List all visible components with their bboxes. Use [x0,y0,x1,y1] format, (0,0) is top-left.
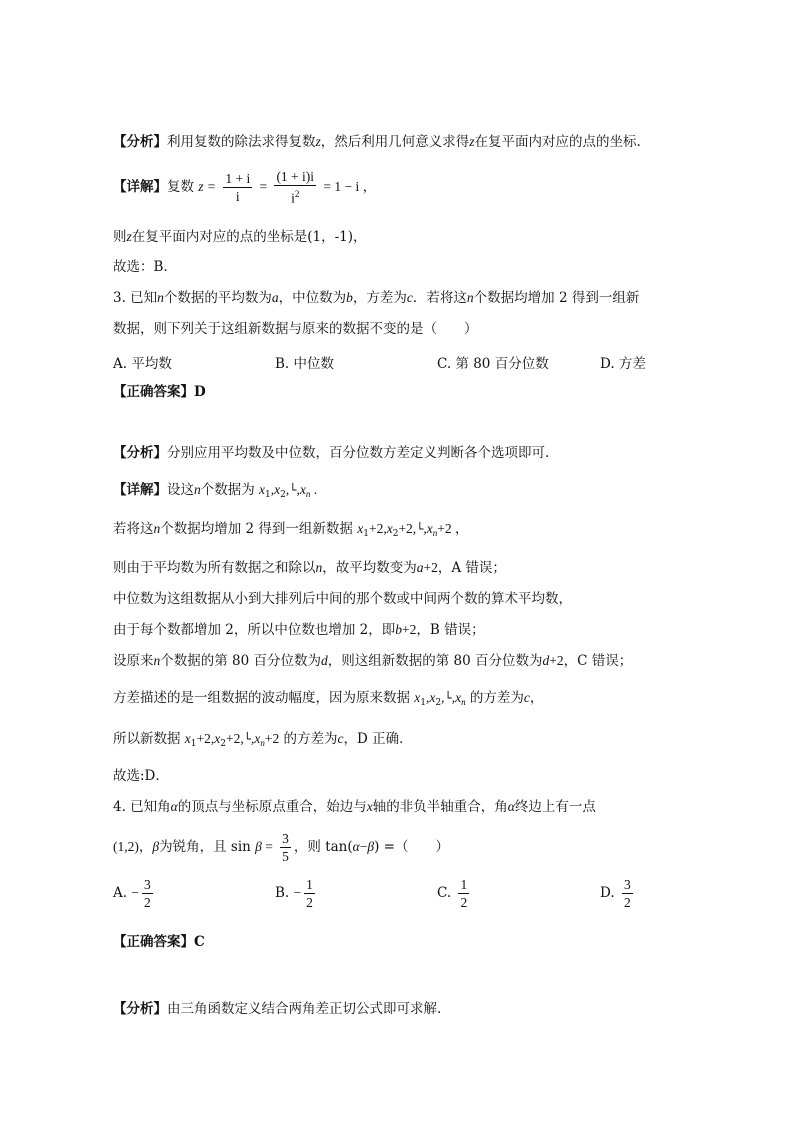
q3-option-b: B. 中位数 [275,356,335,372]
q3-option-d: D. 方差 [600,356,646,372]
q4-correct-answer: 【正确答案】C [113,934,205,950]
q3-shift-line: 若将这n个数据均增加 2 得到一组新数据 $x_1+2,x_2+2,└,x_n+2$ ， [113,521,469,539]
q4-option-b: B. − $\frac{1}{2}$ [275,877,313,910]
q2-fraction-1: $\frac{1 + i}{i}$ [225,170,251,204]
q3-analysis: 【分析】分别应用平均数及中位数，百分位数方差定义判断各个选项即可. [113,445,550,461]
q3-option-a: A. 平均数 [113,356,172,372]
q3-stem-line1: 3. 已知n个数据的平均数为a，中位数为b，方差为c．若将这n个数据均增加 2 得到一组新 [113,290,640,306]
q3-correct-answer: 【正确答案】D [113,384,206,400]
q2-analysis-label: 【分析】 [113,134,167,150]
q2-detail-label: 【详解】 [113,178,167,195]
q3-percentile-line: 设原来n个数据的第 80 百分位数为d，则这组新数据的第 80 百分位数为d+2，C 错误； [113,653,633,669]
q4-option-a: A. − $\frac{3}{2}$ [113,877,151,910]
q3-median-line1: 中位数为这组数据从小到大排列后中间的那个数或中间两个数的算术平均数， [113,591,572,607]
q2-point-line: 则z在复平面内对应的点的坐标是(1，-1)， [113,229,367,245]
q3-stem-line2: 数据，则下列关于这组新数据与原来的数据不变的是（ ） [113,321,478,337]
q3-median-line2: 由于每个数都增加 2，所以中位数也增加 2，即b+2，B 错误； [113,622,485,638]
q2-detail: 【详解】复数 z = $\frac{1 + i}{i}$ = $\frac{(1 + i)i}{i^2}$ = 1 − i ， [113,169,377,206]
q3-option-c: C. 第 80 百分位数 [437,356,549,372]
q4-sin-fraction: $\frac{3}{5}$ [282,831,289,864]
q3-mean-line: 则由于平均数为所有数据之和除以n，故平均数变为a+2，A 错误； [113,560,506,576]
q4-stem-line1: 4. 已知角α的顶点与坐标原点重合，始边与x轴的非负半轴重合，角α终边上有一点 [113,799,596,815]
q3-detail: 【详解】设这n个数据为 $x_1,x_2,└,x_n$ . [113,482,318,500]
q2-analysis: 【分析】利用复数的除法求得复数z，然后利用几何意义求得z在复平面内对应的点的坐标. [113,134,641,150]
q4-option-d: D. $\frac{3}{2}$ [600,877,631,910]
q2-answer: 故选：B. [113,259,168,275]
q4-option-c: C. $\frac{1}{2}$ [437,877,468,910]
q4-stem-line2: (1,2)，β为锐角，且 sin β = $\frac{3}{5}$ ，则 tan(α−β) =（ ） [113,831,449,864]
q3-variance-line1: 方差描述的是一组数据的波动幅度，因为原来数据 $x_1,x_2,└,x_n$ 的方差为c， [113,690,544,708]
q3-variance-line2: 所以新数据 $x_1+2,x_2+2,└,x_n+2$ 的方差为c，D 正确． [113,731,413,749]
q4-analysis: 【分析】由三角函数定义结合两角差正切公式即可求解. [113,1001,442,1017]
q2-fraction-2: $\frac{(1 + i)i}{i^2}$ [276,169,315,206]
q3-answer: 故选:D． [113,768,169,784]
